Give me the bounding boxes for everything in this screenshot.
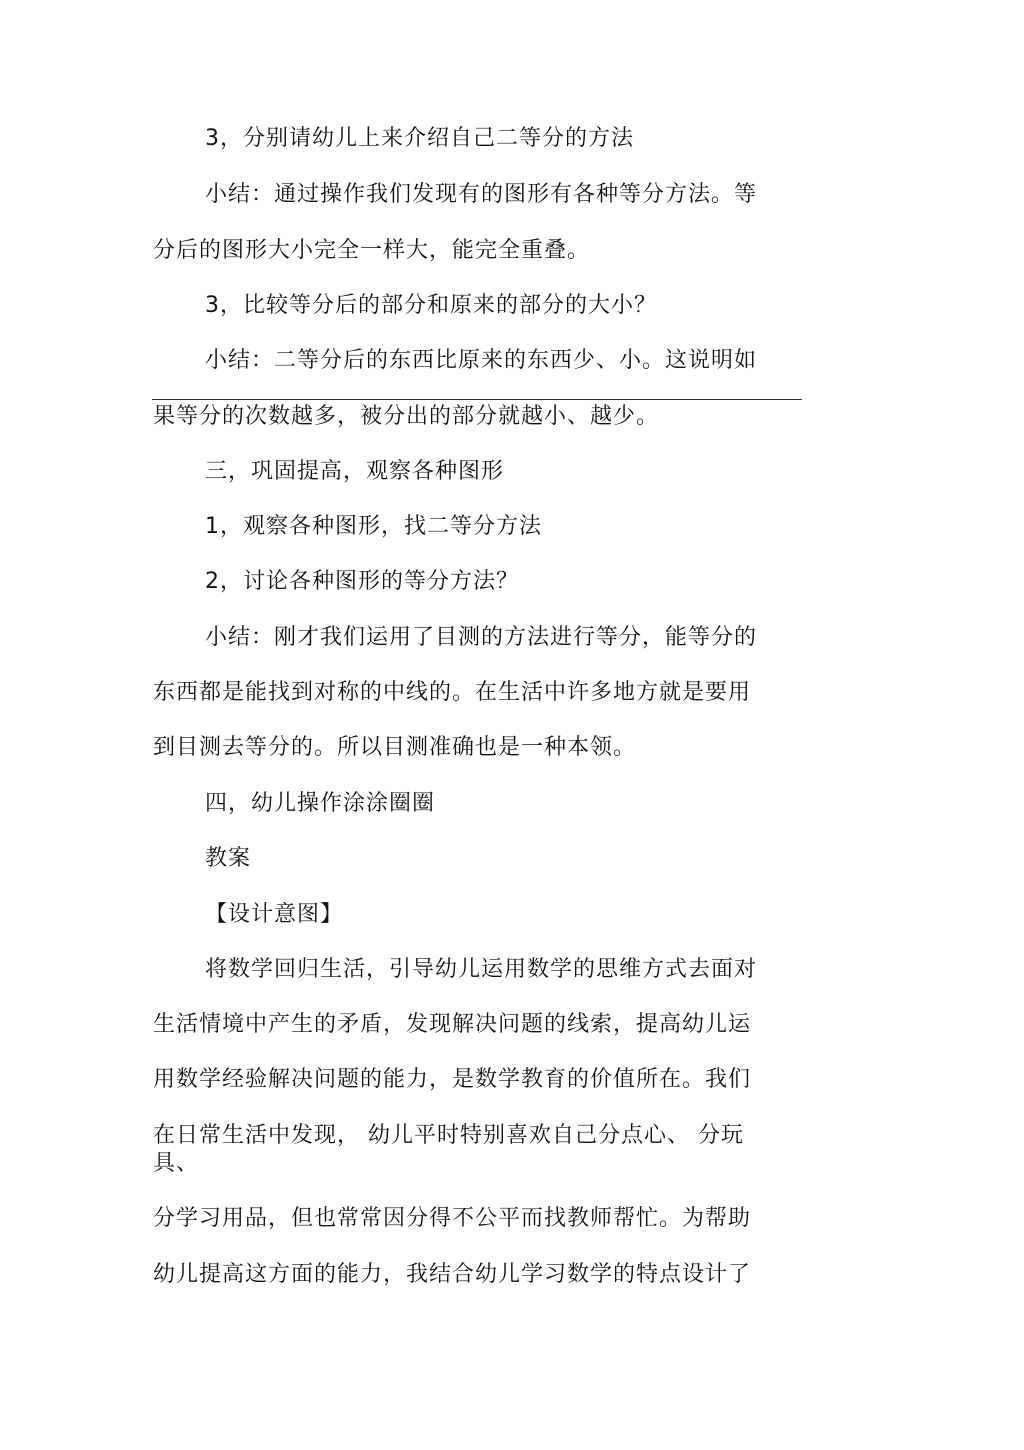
text-line: 将数学回归生活，引导幼儿运用数学的思维方式去面对 bbox=[205, 957, 758, 982]
section-heading: 【设计意图】 bbox=[205, 902, 344, 927]
section-heading: 教案 bbox=[205, 846, 252, 871]
section-heading: 四，幼儿操作涂涂圈圈 bbox=[205, 791, 436, 816]
text-line: 分学习用品，但也常常因分得不公平而找教师帮忙。为帮助 bbox=[153, 1206, 752, 1231]
text-line: 分后的图形大小完全一样大，能完全重叠。 bbox=[153, 238, 591, 263]
horizontal-divider bbox=[152, 399, 802, 400]
section-heading: 三，巩固提高，观察各种图形 bbox=[205, 459, 505, 484]
text-line: 生活情境中产生的矛盾，发现解决问题的线索，提高幼儿运 bbox=[153, 1012, 752, 1037]
text-line: 小结：刚才我们运用了目测的方法进行等分，能等分的 bbox=[205, 625, 758, 650]
text-line: 3，比较等分后的部分和原来的部分的大小？ bbox=[205, 293, 657, 318]
text-line: 3，分别请幼儿上来介绍自己二等分的方法 bbox=[205, 126, 634, 151]
text-line: 果等分的次数越多，被分出的部分就越小、越少。 bbox=[153, 404, 660, 429]
text-line: 东西都是能找到对称的中线的。在生活中许多地方就是要用 bbox=[153, 680, 752, 705]
text-line: 到目测去等分的。所以目测准确也是一种本领。 bbox=[153, 735, 637, 760]
text-line: 2，讨论各种图形的等分方法？ bbox=[205, 569, 519, 594]
text-line: 小结：通过操作我们发现有的图形有各种等分方法。等 bbox=[205, 182, 758, 207]
text-line: 具、 bbox=[153, 1151, 200, 1176]
text-line: 幼儿提高这方面的能力，我结合幼儿学习数学的特点设计了 bbox=[153, 1262, 752, 1287]
text-line: 在日常生活中发现， 幼儿平时特别喜欢自己分点心、 分玩 bbox=[153, 1123, 744, 1148]
text-line: 小结：二等分后的东西比原来的东西少、小。这说明如 bbox=[205, 348, 758, 373]
text-line: 用数学经验解决问题的能力，是数学教育的价值所在。我们 bbox=[153, 1067, 752, 1092]
text-line: 1，观察各种图形，找二等分方法 bbox=[205, 514, 542, 539]
